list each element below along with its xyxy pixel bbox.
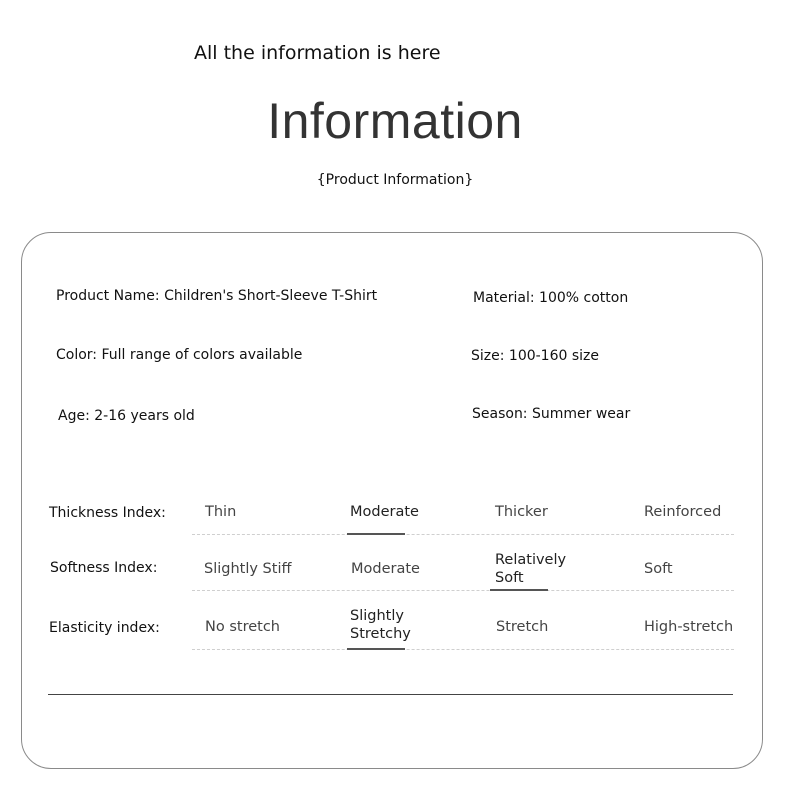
- age-text: Age: 2-16 years old: [58, 408, 195, 424]
- elasticity-option-slightly-stretchy: Slightly Stretchy: [350, 608, 411, 642]
- elasticity-selected-marker: [347, 648, 405, 650]
- softness-option-slightly-stiff: Slightly Stiff: [204, 561, 292, 577]
- elasticity-index-label: Elasticity index:: [49, 620, 160, 636]
- material-text: Material: 100% cotton: [473, 290, 629, 306]
- thickness-option-thicker: Thicker: [495, 504, 548, 520]
- bottom-divider: [48, 694, 733, 695]
- thickness-selected-marker: [347, 533, 405, 535]
- product-name-text: Product Name: Children's Short-Sleeve T-Shirt: [56, 288, 378, 304]
- size-text: Size: 100-160 size: [471, 348, 599, 364]
- elasticity-row-line: [192, 649, 734, 650]
- color-text: Color: Full range of colors available: [56, 347, 303, 363]
- elasticity-option-no-stretch: No stretch: [205, 619, 280, 635]
- elasticity-option-stretch: Stretch: [496, 619, 549, 635]
- softness-row-line: [192, 590, 734, 591]
- softness-option-soft: Soft: [644, 561, 673, 577]
- page-title: Information: [267, 93, 523, 149]
- product-info-card: [21, 232, 763, 769]
- softness-option-relatively-soft: Relatively Soft: [495, 552, 567, 586]
- softness-option-moderate: Moderate: [351, 561, 420, 577]
- page-subtitle: {Product Information}: [316, 172, 474, 188]
- thickness-option-thin: Thin: [205, 504, 237, 520]
- softness-index-label: Softness Index:: [50, 560, 158, 576]
- softness-selected-marker: [490, 589, 548, 591]
- thickness-option-moderate: Moderate: [350, 504, 419, 520]
- header-note: All the information is here: [194, 42, 441, 64]
- thickness-index-label: Thickness Index:: [49, 505, 166, 521]
- thickness-option-reinforced: Reinforced: [644, 504, 722, 520]
- season-text: Season: Summer wear: [472, 406, 631, 422]
- elasticity-option-high-stretch: High-stretch: [644, 619, 734, 635]
- thickness-row-line: [192, 534, 734, 535]
